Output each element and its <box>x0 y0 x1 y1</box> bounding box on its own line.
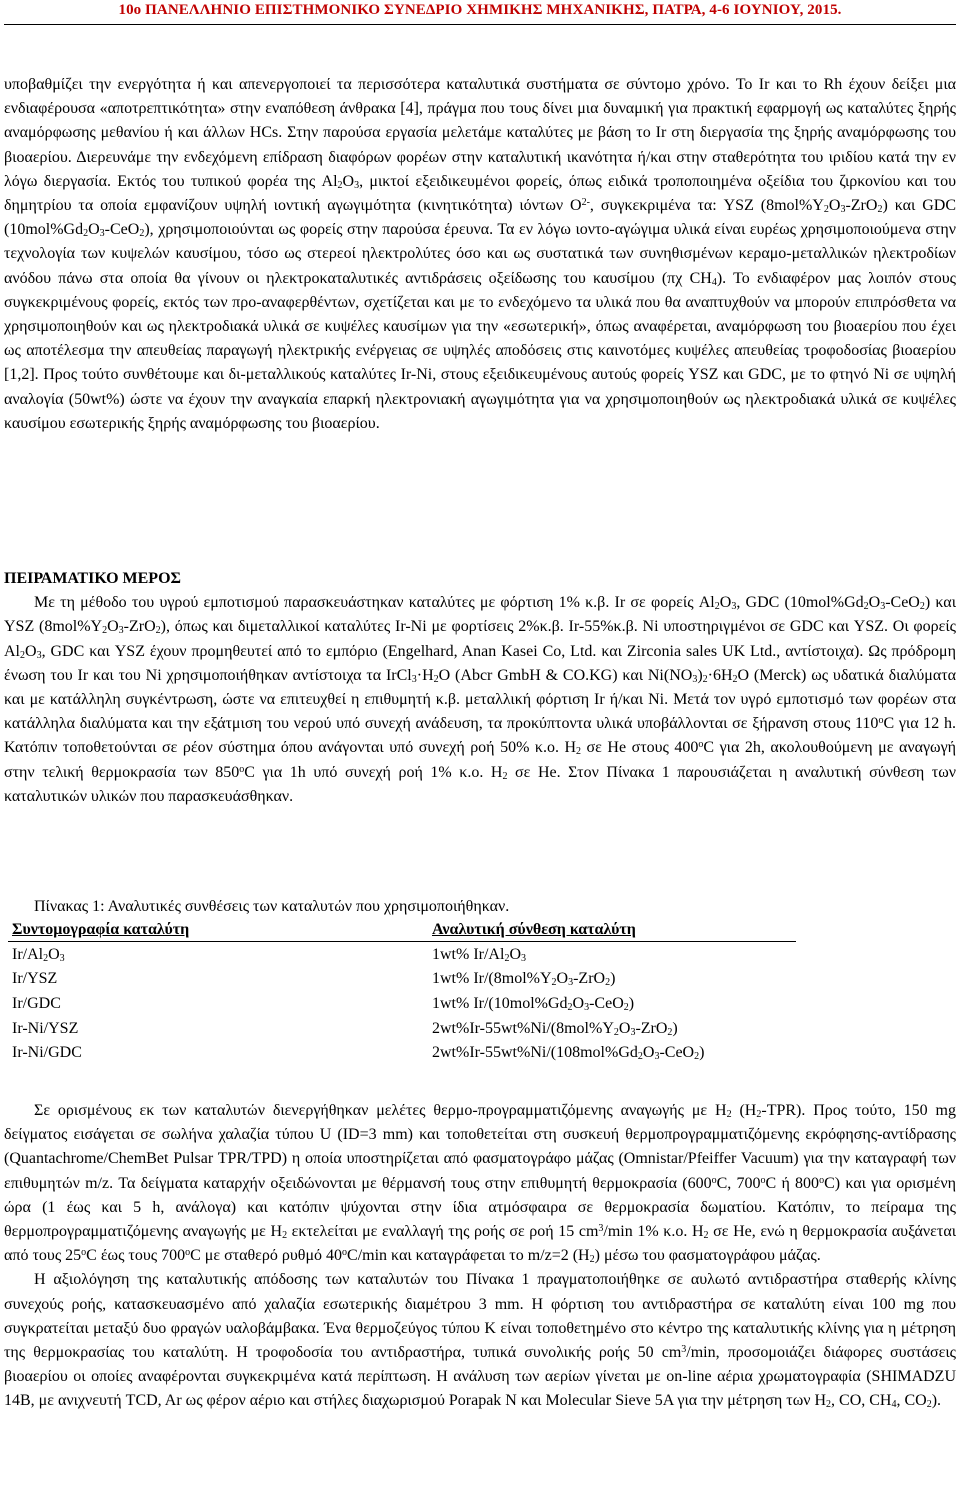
experimental-paragraph: Με τη μέθοδο του υγρού εμποτισμού παρασκευάστηκαν καταλύτες με φόρτιση 1% κ.β. Ir σε φορείς $Al_2O_3$, GDC $(10mol\%Gd_2O_3-CeO_2)$ και YSZ $(8mol\%Y_2O_3-ZrO_2)$, όπως και διμεταλλικοί καταλύτες Ir-Ni με φορτίσεις 2%κ.β. Ir-55%κ.β. Ni υποστηριγμένοι σε GDC και YSZ. Οι φορείς $Al_2O_3$, GDC και YSZ έχουν προμηθευτεί από το εμπόριο (Engelhard, Anan Kasei Co, Ltd. και Zirconia sales UK Ltd., αντίστοιχα). Ως πρόδρομη ένωση του Ir και του Ni χρησιμοποιήθηκαν αντίστοιχα τα $IrCl_3\cdot H_2O$ (Abcr GmbH & CO.KG) και $Ni(NO_3)_2\cdot 6H_2O$ (Merck) ως υδατικά διαλύματα και με κατάλληλη συγκέντρωση, ώστε να επιτευχθεί η επιθυμητή κ.β. μεταλλική φόρτιση Ir ή/και Ni. Μετά τον υγρό εμποτισμό των φορέων στα κατάλληλα διαλύματα και την εξάτμιση του νερού υπό συνεχή ανάδευση, τα προκύπτοντα υλικά υποβάλλονται σε ξήρανση στους 110$^o$C για 12 h. Κατόπιν τοποθετούνται σε ρέον σύστημα όπου ανάγονται υπό συνεχή ροή 50% κ.ο. $H_2$ σε He στους 400$^o$C για 2h, ακολουθούμενη με αναγωγή στην τελική θερμοκρασία των 850$^o$C για 1h υπό συνεχή ροή 1% κ.ο. $H_2$ σε He. Στον Πίνακα 1 παρουσιάζεται η αναλυτική σύνθεση των καταλυτικών υλικών που παρασκευάσθηκαν. <box>4 594 957 805</box>
evaluation-paragraph: Η αξιολόγηση της καταλυτικής απόδοσης των καταλυτών του Πίνακα 1 πραγματοποιήθηκε σε αυλωτό αντιδραστήρα σταθερής κλίνης συνεχούς ροής, κατασκευασμένο από χαλαζία εσωτερικής διαμέτρου 3 mm. Η φόρτιση του αντιδραστήρα σε καταλύτη είναι 100 mg που συγκρατείται μεταξύ δυο φραγών υαλοβάμβακα. Ένα θερμοζεύγος τύπου K είναι τοποθετημένο στο κέντρο της καταλυτικής κλίνης για η μέτρηση της θερμοκρασίας του καταλύτη. Η τροφοδοσία του αντιδραστήρα, τυπικά συνολικής ροής 50 $cm^3/\min$, προσομοιάζει διάφορες συστάσεις βιοαερίου οι οποίες αναφέρονται συγκεκριμένα κατά περίπτωση. Η ανάλυση των αερίων γίνεται με on-line αέρια χρωματογραφία (SHIMADZU 14B, με ανιχνευτή TCD, Ar ως φέρον αέριο και στήλες διαχωρισμού Porapak N και Molecular Sieve 5A για την μέτρηση των $H_2$, CO, $CH_4$, $CO_2$). <box>4 1271 956 1411</box>
methods-section <box>4 1099 956 1414</box>
table-cell-abbr: $Ir/Al_2O_3$ <box>12 945 65 964</box>
conference-header: 10ο ΠΑΝΕΛΛΗΝΙΟ ΕΠΙΣΤΗΜΟΝΙΚΟ ΣΥΝΕΔΡΙΟ ΧΗΜΙΚΗΣ ΜΗΧΑΝΙΚΗΣ, ΠΑΤΡΑ, 4-6 ΙΟΥΝΙΟΥ, 2015. <box>118 2 842 18</box>
table-header-row <box>8 918 796 942</box>
table-header-composition: Αναλυτική σύνθεση καταλύτη <box>428 918 796 942</box>
table-row <box>8 1016 796 1041</box>
tpr-paragraph: Σε ορισμένους εκ των καταλυτών διενεργήθηκαν μελέτες θερμο-προγραμματιζόμενης αναγωγής με $H_2$ $(H_2-TPR)$. Προς τούτο, 150 mg δείγματος εισάγεται σε σωλήνα χαλαζία τύπου U (ID=3 mm) και τοποθετείται στη συσκευή θερμοπρογραμματιζόμενης εκρόφησης-αντίδρασης (Quantachrome/ChemBet Pulsar TPR/TPD) η οποία υποστηρίζεται από φασματογράφο μάζας (Omnistar/Pfeiffer Vacuum) για την καταγραφή των επιθυμητών m/z. Τα δείγματα καταρχήν οξειδώνονται με θέρμανσή τους στην επιθυμητή θερμοκρασία (600$^o$C, 700$^o$C ή 800$^o$C) και για ορισμένη ώρα (1 έως και 5 h, ανάλογα) και κατόπιν ψύχονται στην ίδια ατμόσφαιρα σε θερμοκρασία δωματίου. Κατόπιν, το πείραμα της θερμοπρογραμματιζόμενης αναγωγής με $H_2$ εκτελείται με εναλλαγή της ροής σε ροή 15 $cm^3/\min$ 1% κ.ο. $H_2$ σε He, ενώ η θερμοκρασία αυξάνεται από τους 25$^o$C έως τους 700$^o$C με σταθερό ρυθμό 40$^o$C/min και καταγράφεται το m/z=2 $(H_2)$ μέσω του φασματογράφου μάζας. <box>4 1102 957 1266</box>
table-cell-abbr: Ir-Ni/YSZ <box>12 1019 79 1037</box>
table-row <box>8 1040 796 1065</box>
table-cell-composition: 1wt% $Ir/(8mol\%Y_2O_3-ZrO_2)$ <box>432 970 616 989</box>
table-row <box>8 991 796 1016</box>
table-cell-composition: 1wt% $Ir/Al_2O_3$ <box>432 945 526 964</box>
table-row <box>8 942 796 967</box>
table-cell-abbr: Ir/GDC <box>12 994 61 1012</box>
experimental-section <box>4 567 956 809</box>
table-caption: Πίνακας 1: Αναλυτικές συνθέσεις των καταλυτών που χρησιμοποιήθηκαν. <box>34 898 510 915</box>
table-cell-composition: 1wt% $Ir/(10mol\%Gd_2O_3-CeO_2)$ <box>432 994 635 1013</box>
header-rule <box>4 24 956 25</box>
table-header-abbr: Συντομογραφία καταλύτη <box>8 918 428 942</box>
table-cell-composition: $2wt\%Ir-55wt\%Ni/(8mol\%Y_2O_3-ZrO_2)$ <box>432 1019 678 1038</box>
table-cell-abbr: Ir-Ni/GDC <box>12 1044 82 1062</box>
section-heading: ΠΕΙΡΑΜΑΤΙΚΟ ΜΕΡΟΣ <box>4 570 181 587</box>
table-cell-composition: $2wt\%Ir-55wt\%Ni/(108mol\%Gd_2O_3-CeO_2)$ <box>432 1044 705 1063</box>
table-row <box>8 967 796 992</box>
catalyst-table <box>8 918 796 1065</box>
intro-paragraph: υποβαθμίζει την ενεργότητα ή και απενεργοποιεί τα περισσότερα καταλυτικά συστήματα σε σύντομο χρόνο. Το Ir και το Rh έχουν δείξει μια ενδιαφέρουσα «αποτρεπτικότητα» στην εναπόθεση άνθρακα [4], πράγμα που τους δίνει μια δυναμική για πρακτική εφαρμογή ως καταλύτες ξηρής αναμόρφωσης μεθανίου ή και άλλων HCs. Στην παρούσα εργασία μελετάμε καταλύτες με βάση το Ir στη διεργασία της ξηρής αναμόρφωσης του βιοαερίου. Διερευνάμε την ενδεχόμενη επίδραση διαφόρων φορέων στην καταλυτική ικανότητα ή/και στην σταθερότητα του ιριδίου κατά την εν λόγω διεργασία. Εκτός του τυπικού φορέα της $Al_2O_3$, μικτοί εξειδικευμένοι φορείς, όπως ειδικά τροποποιημένα οξείδια του ζιρκονίου και του δημητρίου τα οποία εμφανίζουν υψηλή ιοντική αγωγιμότητα (κινητικότητα) ιόντων $O^{2-}$, συγκεκριμένα τα: YSZ $(8mol\%Y_2O_3-ZrO_2)$ και GDC $(10mol\%Gd_2O_3-CeO_2)$, χρησιμοποιούνται ως φορείς στην παρούσα έρευνα. Τα εν λόγω ιοντο-αγώγιμα υλικά είναι ευρέως χρησιμοποιούμενα στην τεχνολογία των κυψελών καυσίμου, τόσο ως στερεοί ηλεκτρολύτες όσο και ως συστατικά των συνηθισμένων κεραμο-μεταλλικών ηλεκτροδίων ανόδου πάνω στα οποία θα γίνουν οι ηλεκτροκαταλυτικές αντιδράσεις οξείδωσης του καυσίμου (πχ $CH_4$). Το ενδιαφέρον μας λοιπόν στους συγκεκριμένους φορείς, εκτός των προ-αναφερθέντων, σχετίζεται και με το ενδεχόμενο τα υλικά που θα αναπτυχθούν να μπορούν επιπρόσθετα να χρησιμοποιηθούν και ως ηλεκτροδιακά υλικά σε κυψέλες καυσίμων για την «εσωτερική», όπως αναφέρεται, αναμόρφωση του βιοαερίου που έχει ως αποτέλεσμα την απευθείας παραγωγή ηλεκτρικής ενέργειας σε υψηλές αποδόσεις στις καινοτόμες κυψέλες απευθείας τροφοδοσίας βιοαερίου [1,2]. Προς τούτο συνθέτουμε και δι-μεταλλικούς καταλύτες Ir-Ni, στους εξειδικευμένους αυτούς φορείς YSZ και GDC, με το φτηνό Ni σε υψηλή αναλογία (50wt%) ώστε να έχουν την αναγκαία επαρκή ηλεκτρονιακή αγωγιμότητα για να χρησιμοποιηθούν ως ηλεκτροδιακά υλικά σε κυψέλες καυσίμου εσωτερικής ξηρής αναμόρφωσης του βιοαερίου. <box>4 76 957 432</box>
intro-section <box>4 73 956 436</box>
table-cell-abbr: Ir/YSZ <box>12 970 58 988</box>
